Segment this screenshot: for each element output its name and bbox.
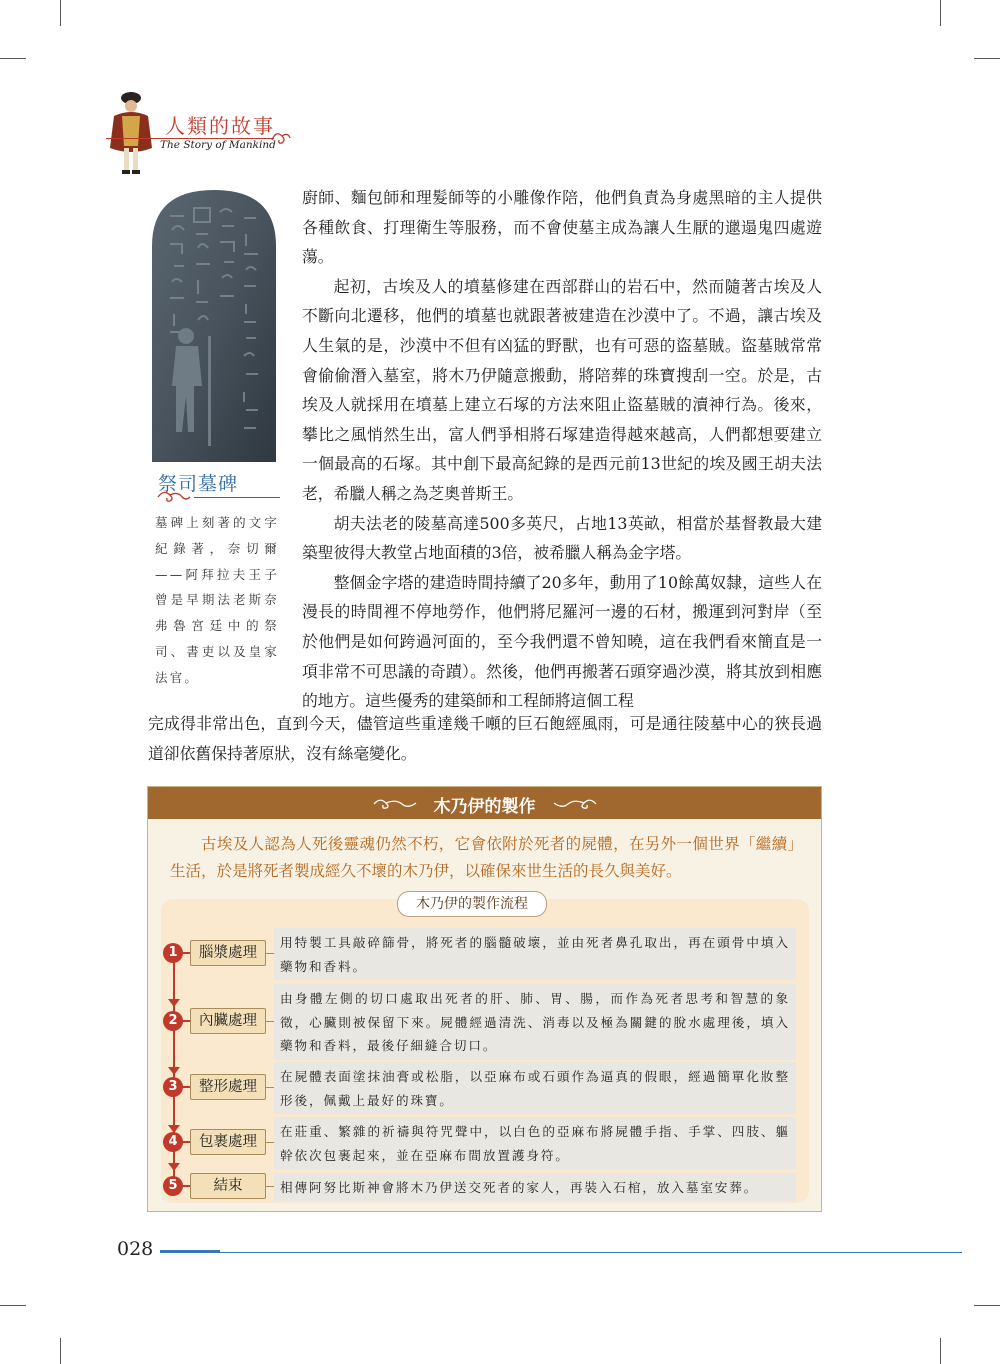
page-number: 028 (117, 1238, 154, 1260)
step-dash (182, 1086, 190, 1088)
step-dash (182, 1185, 190, 1187)
step-connector (266, 1087, 274, 1088)
step-number: 2 (163, 1011, 183, 1031)
crop-mark (940, 0, 941, 26)
arrow-down-icon (168, 1163, 180, 1171)
caption-text: 墓碑上刻著的文字紀錄著，奈切爾——阿拜拉夫王子曾是早期法老斯奈弗魯宮廷中的祭司、書吏以及皇家法官。 (155, 515, 279, 685)
step-number: 3 (163, 1077, 183, 1097)
arrow-down-icon (168, 999, 180, 1007)
arrow-down-icon (168, 1067, 180, 1075)
step-description: 用特製工具敲碎篩骨，將死者的腦髓破壞，並由死者鼻孔取出，再在頭骨中填入藥物和香料。 (274, 928, 796, 980)
step-name: 結束 (190, 1173, 266, 1199)
step-description: 相傳阿努比斯神會將木乃伊送交死者的家人，再裝入石棺，放入墓室安葬。 (274, 1173, 796, 1201)
step-number: 4 (163, 1132, 183, 1152)
step-number: 1 (163, 943, 183, 963)
sidebar-title: 木乃伊的製作 (433, 797, 536, 817)
step-description: 在屍體表面塗抹油膏或松脂，以亞麻布或石頭作為逼真的假眼，經過簡單化妝整形後，佩戴上最好的珠寶。 (274, 1062, 796, 1114)
priest-stele-image (148, 186, 280, 462)
crop-mark (974, 58, 1000, 59)
step-number: 5 (163, 1176, 183, 1196)
running-header-subtitle: The Story of Mankind (160, 139, 276, 151)
step-connector (266, 1142, 274, 1143)
footer-divider (160, 1252, 962, 1253)
running-header-title: 人類的故事 (165, 114, 275, 138)
king-portrait-icon (106, 86, 156, 176)
caption-title: 祭司墓碑 (158, 473, 239, 495)
step-connector (266, 1021, 274, 1022)
caption-divider (194, 497, 280, 498)
step-dash (182, 1141, 190, 1143)
crop-mark (0, 58, 26, 59)
step-connector (266, 953, 274, 954)
crop-mark (974, 1305, 1000, 1306)
step-name: 包裹處理 (190, 1129, 266, 1155)
sidebar-intro (170, 831, 803, 885)
footer-accent (160, 1250, 220, 1253)
crop-mark (0, 1305, 26, 1306)
step-dash (182, 1020, 190, 1022)
step-name: 整形處理 (190, 1074, 266, 1100)
sidebar-intro-text: 古埃及人認為人死後靈魂仍然不朽，它會依附於死者的屍體，在另外一個世界「繼續」生活，於是將死者製成經久不壞的木乃伊，以確保來世生活的長久與美好。 (170, 835, 803, 880)
crop-mark (60, 1338, 61, 1364)
paragraph-continuation: 完成得非常出色，直到今天，儘管這些重達幾千噸的巨石飽經風雨，可是通往陵墓中心的狹長過道卻依舊保持著原狀，沒有絲毫變化。 (148, 714, 822, 763)
swirl-ornament-icon (552, 797, 598, 811)
step-description: 由身體左側的切口處取出死者的肝、肺、胃、腸，而作為死者思考和智慧的象徵，心臟則被保留下來。屍體經過清洗、消毒以及極為關鍵的脫水處理後，填入藥物和香料，最後仔細縫合切口。 (274, 984, 796, 1060)
step-dash (182, 952, 190, 954)
step-connector (266, 1186, 274, 1187)
step-name: 腦漿處理 (190, 940, 266, 966)
paragraph: 起初，古埃及人的墳墓修建在西部群山的岩石中，然而隨著古埃及人不斷向北遷移，他們的墳墓也就跟著被建造在沙漠中了。不過，讓古埃及人生氣的是，沙漠中不但有凶猛的野獸，也有可惡的盜墓賊。盜墓賊常常會偷偷潛入墓室，將木乃伊隨意搬動，將陪葬的珠寶搜刮一空。於是，古埃及人就採用在墳墓上建立石塚的方法來阻止盜墓賊的瀆神行為。後來，攀比之風悄然生出，富人們爭相將石塚建造得越來越高，人們都想要建立一個最高的石塚。其中創下最高紀錄的是西元前13世紀的埃及國王胡夫法老，希臘人稱之為芝奧普斯王。 (302, 276, 822, 503)
swirl-ornament-icon (156, 489, 192, 505)
paragraph: 廚師、麵包師和理髮師等的小雕像作陪，他們負責為身處黑暗的主人提供各種飲食、打理衛生等服務，而不會使墓主成為讓人生厭的邋遢鬼四處遊蕩。 (302, 188, 822, 267)
crop-mark (60, 0, 61, 26)
crop-mark (940, 1338, 941, 1364)
mummy-making-sidebar (147, 786, 822, 1212)
body-text (302, 183, 822, 716)
step-name: 內臟處理 (190, 1008, 266, 1034)
process-label: 木乃伊的製作流程 (397, 891, 547, 917)
step-description: 在莊重、繁雜的祈禱與符咒聲中，以白色的亞麻布將屍體手指、手掌、四肢、軀幹依次包裹起來，並在亞麻布間放置護身符。 (274, 1117, 796, 1169)
sidebar-header (148, 787, 821, 819)
paragraph: 胡夫法老的陵墓高達500多英尺，占地13英畝，相當於基督教最大建築聖彼得大教堂占地面積的3倍，被希臘人稱為金字塔。 (302, 513, 822, 563)
paragraph: 整個金字塔的建造時間持續了20多年，動用了10餘萬奴隸，這些人在漫長的時間裡不停地勞作，他們將尼羅河一邊的石材，搬運到河對岸（至於他們是如何跨過河面的，至今我們還不曾知曉，這在我們看來簡直是一項非常不可思議的奇蹟）。然後，他們再搬著石頭穿過沙漠，將其放到相應的地方。這些優秀的建築師和工程師將這個工程 (302, 572, 822, 711)
